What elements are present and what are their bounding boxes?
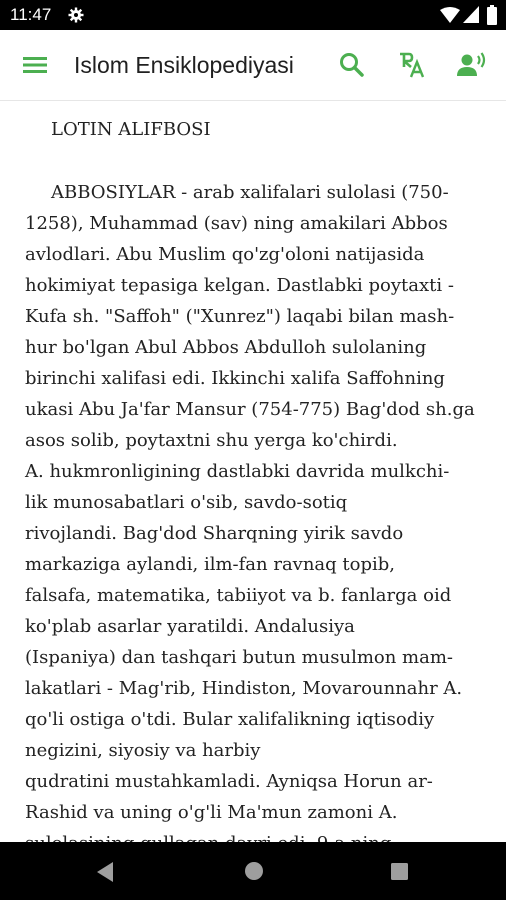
article-line: hokimiyat tepasiga kelgan. Dastlabki poytaxti -: [25, 275, 454, 296]
article-line: birinchi xalifasi edi. Ikkinchi xalifa Saffohning: [25, 368, 445, 389]
article-line: qudratini mustahkamladi. Ayniqsa Horun ar-: [25, 771, 433, 792]
status-time: 11:47: [10, 5, 52, 24]
system-nav-bar: [0, 842, 506, 900]
article-line: Rashid va uning o'g'li Ma'mun zamoni A.: [25, 802, 398, 823]
article-line: A. hukmronligining dastlabki davrida mulkchi-: [25, 461, 450, 482]
article-line: falsafa, matematika, tabiiyot va b. fanlarga oid: [25, 585, 452, 606]
article-line: 1258), Muhammad (sav) ning amakilari Abbos: [25, 213, 448, 234]
article-line: hur bo'lgan Abul Abbos Abdulloh sulolaning: [25, 337, 427, 358]
hamburger-menu-icon[interactable]: [22, 52, 48, 78]
article-line: ko'plab asarlar yaratildi. Andalusiya: [25, 616, 355, 637]
status-bar: [0, 0, 506, 30]
recents-icon[interactable]: [391, 863, 408, 880]
article-line: lik munosabatlari o'sib, savdo-sotiq: [25, 492, 348, 513]
battery-icon: [487, 5, 497, 25]
wifi-icon: [440, 7, 460, 23]
speaker-icon[interactable]: [457, 51, 487, 79]
article-line: ABBOSIYLAR - arab xalifalari sulolasi (750-: [51, 182, 449, 203]
article-content[interactable]: [0, 101, 506, 842]
article-line: markaziga aylandi, ilm-fan ravnaq topib,: [25, 554, 396, 575]
article-line: qo'li ostiga o'tdi. Bular xalifalikning iqtisodiy: [25, 709, 435, 730]
signal-icon: [463, 6, 479, 23]
article-heading: LOTIN ALIFBOSI: [51, 119, 211, 140]
article-line: ukasi Abu Ja'far Mansur (754-775) Bag'dod sh.ga: [25, 399, 475, 420]
translate-icon[interactable]: [397, 51, 425, 79]
app-title: Islom Ensiklopediyasi: [74, 52, 294, 78]
article-line: Kufa sh. "Saffoh" ("Xunrez") laqabi bilan mash-: [25, 306, 455, 327]
article-body: [25, 177, 495, 859]
article-line: asos solib, poytaxtni shu yerga ko'chirdi.: [25, 430, 398, 451]
settings-icon: [68, 7, 84, 23]
app-bar: [0, 30, 506, 101]
article-line: avlodlari. Abu Muslim qo'zg'oloni natijasida: [25, 244, 425, 265]
article-line: lakatlari - Mag'rib, Hindiston, Movarounnahr A.: [25, 678, 463, 699]
home-icon[interactable]: [244, 861, 264, 881]
article-line: (Ispaniya) dan tashqari butun musulmon mam-: [25, 647, 453, 668]
back-icon[interactable]: [95, 861, 115, 883]
article-line: negizini, siyosiy va harbiy: [25, 740, 261, 761]
article-line: rivojlandi. Bag'dod Sharqning yirik savdo: [25, 523, 404, 544]
search-icon[interactable]: [338, 51, 366, 79]
